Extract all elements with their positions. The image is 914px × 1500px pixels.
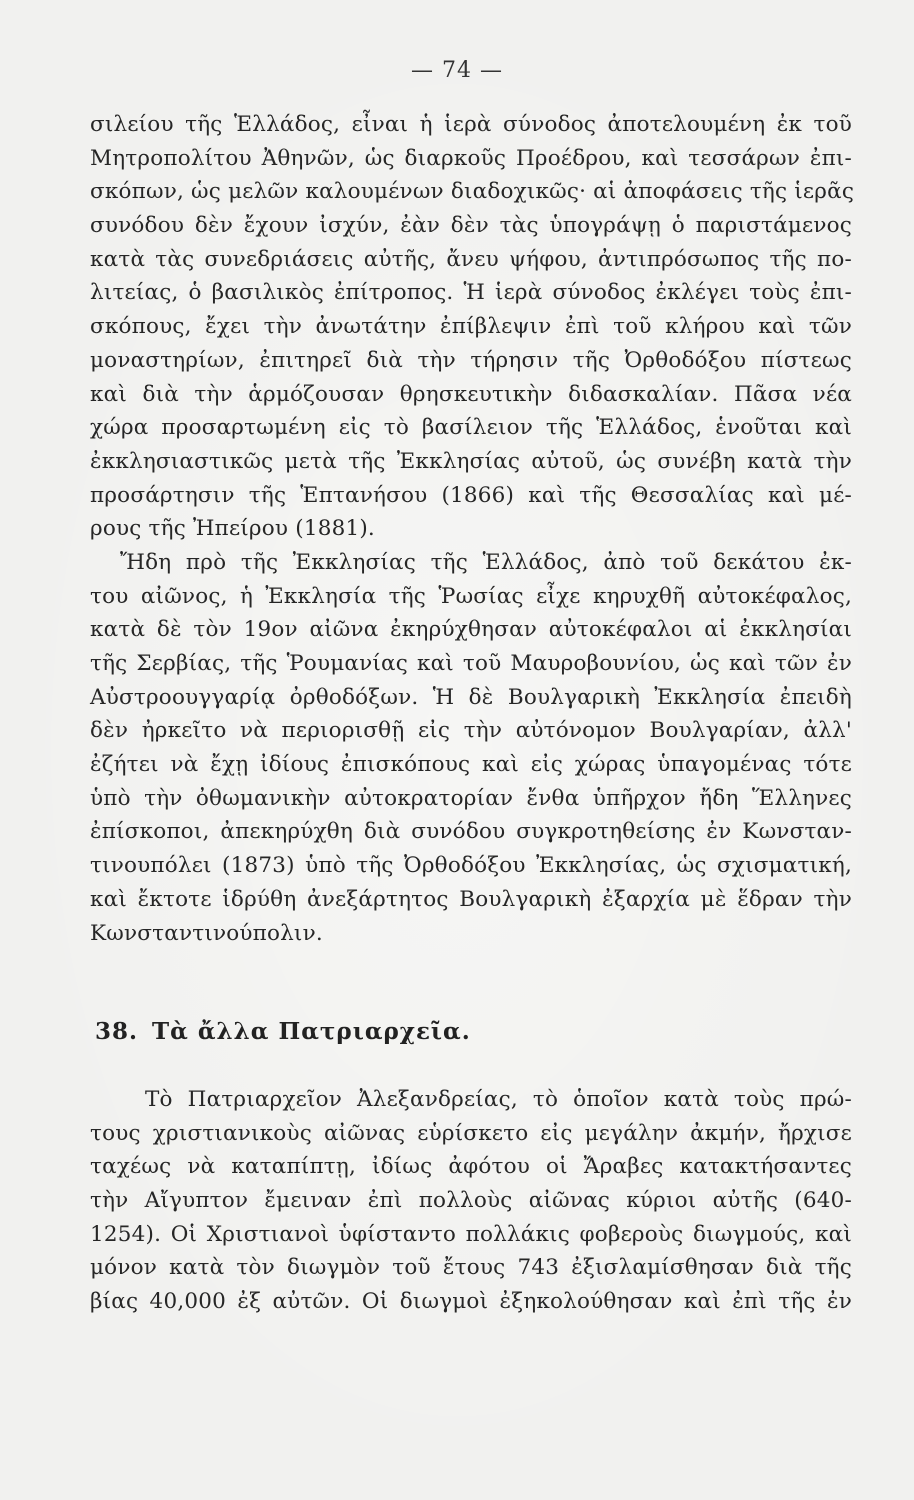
text-line: σιλείου τῆς Ἑλλάδος, εἶναι ἡ ἱερὰ σύνοδος ἀποτελουμένη ἐκ τοῦ bbox=[90, 112, 852, 137]
text-line: Τὸ Πατριαρχεῖον Ἀλεξανδρείας, τὸ ὁποῖον κατὰ τοὺς πρώ- bbox=[145, 1087, 852, 1112]
text-line: σκόπους, ἔχει τὴν ἀνωτάτην ἐπίβλεψιν ἐπὶ τοῦ κλήρου καὶ τῶν bbox=[90, 314, 852, 340]
text-line: ρους τῆς Ἠπείρου (1881). bbox=[90, 516, 375, 542]
text-line: βίας 40,000 ἐξ αὐτῶν. Οἱ διωγμοὶ ἐξηκολούθησαν καὶ ἐπὶ τῆς ἐν bbox=[90, 1289, 852, 1315]
text-line: χώρα προσαρτωμένη εἰς τὸ βασίλειον τῆς Ἑλλάδος, ἑνοῦται καὶ bbox=[90, 415, 852, 441]
text-line: Κωνσταντινούπολιν. bbox=[90, 920, 323, 946]
text-line: ἐζήτει νὰ ἔχῃ ἰδίους ἐπισκόπους καὶ εἰς χώρας ὑπαγομένας τότε bbox=[90, 752, 852, 778]
page-number: — 74 — bbox=[411, 58, 503, 83]
text-line: καὶ ἔκτοτε ἱδρύθη ἀνεξάρτητος Βουλγαρικὴ ἐξαρχία μὲ ἕδραν τὴν bbox=[90, 886, 852, 912]
text-line: σκόπων, ὡς μελῶν καλουμένων διαδοχικῶς· αἱ ἀποφάσεις τῆς ἱερᾶς bbox=[90, 179, 855, 205]
section-title: Τὰ ἄλλα Πατριαρχεῖα. bbox=[152, 1018, 471, 1045]
text-line: τὴν Αἴγυπτον ἔμειναν ἐπὶ πολλοὺς αἰῶνας κύριοι αὐτῆς (640- bbox=[90, 1188, 852, 1214]
text-line: τινουπόλει (1873) ὑπὸ τῆς Ὀρθοδόξου Ἐκκλησίας, ὡς σχισματική, bbox=[90, 853, 852, 879]
text-line: λιτείας, ὁ βασιλικὸς ἐπίτροπος. Ἡ ἱερὰ σύνοδος ἐκλέγει τοὺς ἐπι- bbox=[90, 280, 852, 306]
text-line: Ἤδη πρὸ τῆς Ἐκκλησίας τῆς Ἑλλάδος, ἀπὸ τοῦ δεκάτου ἐκ- bbox=[120, 549, 852, 575]
text-line: ταχέως νὰ καταπίπτῃ, ἰδίως ἀφότου οἱ Ἄραβες κατακτήσαντες bbox=[90, 1154, 852, 1180]
text-line: δὲν ἠρκεῖτο νὰ περιορισθῇ εἰς τὴν αὐτόνομον Βουλγαρίαν, ἀλλ' bbox=[90, 718, 852, 744]
text-line: ὑπὸ τὴν ὀθωμανικὴν αὐτοκρατορίαν ἔνθα ὑπῆρχον ἤδη Ἕλληνες bbox=[90, 785, 852, 811]
text-line: τῆς Σερβίας, τῆς Ῥουμανίας καὶ τοῦ Μαυροβουνίου, ὡς καὶ τῶν ἐν bbox=[90, 651, 852, 676]
text-line: του αἰῶνος, ἡ Ἐκκλησία τῆς Ῥωσίας εἶχε κηρυχθῆ αὐτοκέφαλος, bbox=[90, 583, 852, 609]
text-line: μόνον κατὰ τὸν διωγμὸν τοῦ ἔτους 743 ἐξισλαμίσθησαν διὰ τῆς bbox=[90, 1255, 852, 1281]
text-line: 1254). Οἱ Χριστιανοὶ ὑφίσταντο πολλάκις φοβεροὺς διωγμούς, καὶ bbox=[90, 1221, 852, 1247]
text-line: ἐκκλησιαστικῶς μετὰ τῆς Ἐκκλησίας αὐτοῦ, ὡς συνέβη κατὰ τὴν bbox=[90, 448, 852, 474]
text-line: συνόδου δὲν ἔχουν ἰσχύν, ἐὰν δὲν τὰς ὑπογράψῃ ὁ παριστάμενος bbox=[90, 213, 852, 239]
section-heading bbox=[95, 1018, 471, 1045]
text-line: κατὰ δὲ τὸν 19ον αἰῶνα ἐκηρύχθησαν αὐτοκέφαλοι αἱ ἐκκλησίαι bbox=[90, 617, 852, 643]
text-line: Αὐστροουγγαρίᾳ ὀρθοδόξων. Ἡ δὲ Βουλγαρικὴ Ἐκκλησία ἐπειδὴ bbox=[90, 684, 852, 710]
text-line: καὶ διὰ τὴν ἁρμόζουσαν θρησκευτικὴν διδασκαλίαν. Πᾶσα νέα bbox=[90, 381, 852, 407]
body-text-block-1 bbox=[90, 108, 855, 950]
body-text-block-2 bbox=[90, 1083, 852, 1319]
text-line: κατὰ τὰς συνεδριάσεις αὐτῆς, ἄνευ ψήφου, ἀντιπρόσωπος τῆς πο- bbox=[90, 246, 852, 272]
text-line: ἐπίσκοποι, ἀπεκηρύχθη διὰ συνόδου συγκροτηθείσης ἐν Κωνσταν- bbox=[90, 819, 852, 845]
text-line: τους χριστιανικοὺς αἰῶνας εὑρίσκετο εἰς μεγάλην ἀκμήν, ἤρχισε bbox=[90, 1120, 852, 1146]
text-line: Μητροπολίτου Ἀθηνῶν, ὡς διαρκοῦς Προέδρου, καὶ τεσσάρων ἐπι- bbox=[90, 145, 852, 171]
text-line: προσάρτησιν τῆς Ἑπτανήσου (1866) καὶ τῆς Θεσσαλίας καὶ μέ- bbox=[90, 482, 852, 508]
section-number: 38. bbox=[95, 1018, 139, 1045]
text-line: μοναστηρίων, ἐπιτηρεῖ διὰ τὴν τήρησιν τῆς Ὀρθοδόξου πίστεως bbox=[90, 347, 852, 373]
